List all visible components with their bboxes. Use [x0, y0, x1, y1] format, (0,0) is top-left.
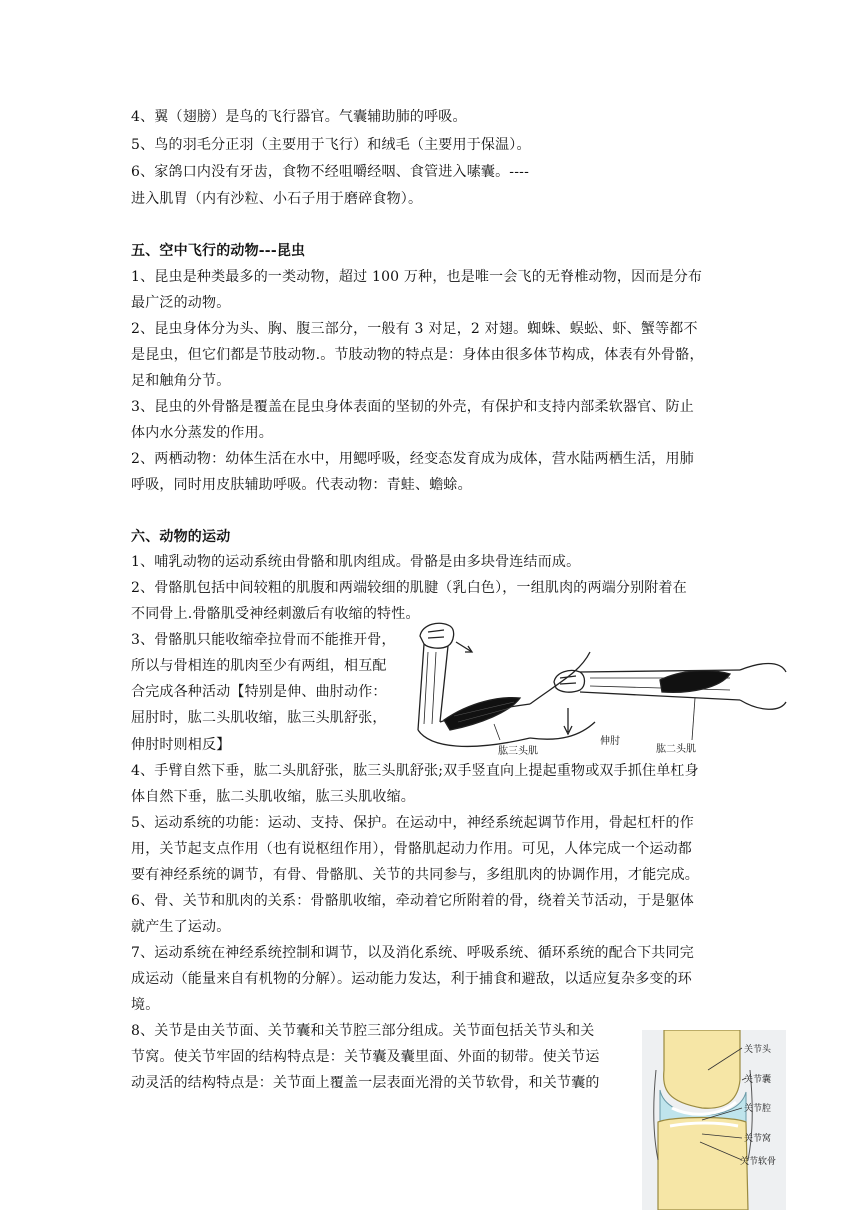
text-line: 8、关节是由关节面、关节囊和关节腔三部分组成。关节面包括关节头和关 — [131, 1023, 595, 1039]
text-line: 足和触角分节。 — [131, 373, 231, 389]
label-biceps: 肱二头肌 — [656, 744, 696, 755]
text-line: 进入肌胃（内有沙粒、小石子用于磨碎食物）。 — [131, 191, 423, 207]
label-extend: 伸肘 — [600, 736, 620, 747]
label-triceps: 肱三头肌 — [498, 746, 538, 757]
text-line: 3、昆虫的外骨骼是覆盖在昆虫身体表面的坚韧的外壳，有保护和支持内部柔软器官、防止 — [131, 399, 694, 415]
text-line: 1、哺乳动物的运动系统由骨骼和肌肉组成。骨骼是由多块骨连结而成。 — [131, 554, 581, 570]
joint-structure-figure — [642, 1030, 786, 1210]
label-joint-head: 关节头 — [744, 1045, 772, 1055]
text-line: 体自然下垂，肱二头肌收缩，肱三头肌收缩。 — [131, 789, 415, 805]
text-line: 4、翼（翅膀）是鸟的飞行器官。气囊辅助肺的呼吸。 — [131, 109, 467, 125]
text-line: 合完成各种活动【特别是伸、曲肘动作： — [131, 684, 387, 700]
text-line: 节窝。使关节牢固的结构特点是：关节囊及囊里面、外面的韧带。使关节运 — [131, 1049, 600, 1065]
text-line: 7、运动系统在神经系统控制和调节，以及消化系统、呼吸系统、循环系统的配合下共同完 — [131, 945, 694, 961]
text-line: 所以与骨相连的肌肉至少有两组，相互配 — [131, 658, 387, 674]
section-heading-insects: 五、空中飞行的动物---昆虫 — [131, 243, 306, 259]
label-joint-capsule: 关节囊 — [744, 1075, 772, 1085]
text-line: 2、昆虫身体分为头、胸、腹三部分，一般有 3 对足，2 对翅。蜘蛛、蜈蚣、虾、蟹等都不 — [131, 321, 698, 337]
label-joint-cartilage: 关节软骨 — [740, 1157, 777, 1167]
label-joint-cavity: 关节腔 — [744, 1104, 772, 1114]
text-line: 3、骨骼肌只能收缩牵拉骨而不能推开骨， — [131, 632, 396, 648]
text-line: 不同骨上.骨骼肌受神经刺激后有收缩的特性。 — [131, 606, 420, 622]
text-line: 成运动（能量来自有机物的分解）。运动能力发达，利于捕食和避敌，以适应复杂多变的环 — [131, 971, 692, 987]
text-line: 4、手臂自然下垂，肱二头肌舒张，肱三头肌舒张;双手竖直向上提起重物或双手抓住单杠身 — [131, 763, 699, 779]
text-line: 境。 — [131, 997, 160, 1013]
arm-muscle-figure — [410, 612, 790, 762]
text-line: 最广泛的动物。 — [131, 295, 231, 311]
text-line: 5、鸟的羽毛分正羽（主要用于飞行）和绒毛（主要用于保温）。 — [131, 137, 531, 153]
text-line: 动灵活的结构特点是：关节面上覆盖一层表面光滑的关节软骨，和关节囊的 — [131, 1075, 600, 1091]
text-line: 是昆虫，但它们都是节肢动物.。节肢动物的特点是：身体由很多体节构成，体表有外骨骼， — [131, 347, 704, 363]
section-heading-motion: 六、动物的运动 — [131, 529, 231, 545]
text-line: 屈肘时，肱二头肌收缩，肱三头肌舒张， — [131, 710, 387, 726]
text-line: 2、骨骼肌包括中间较粗的肌腹和两端较细的肌腱（乳白色），一组肌肉的两端分别附着在 — [131, 580, 687, 596]
text-line: 6、家鸽口内没有牙齿，食物不经咀嚼经咽、食管进入嗉囊。---- — [131, 164, 530, 180]
text-line: 要有神经系统的调节，有骨、骨骼肌、关节的共同参与，多组肌肉的协调作用，才能完成。 — [131, 867, 699, 883]
text-line: 1、昆虫是种类最多的一类动物，超过 100 万种，也是唯一会飞的无脊椎动物，因而是分布 — [131, 269, 703, 285]
text-line: 伸肘时则相反】 — [131, 737, 231, 753]
text-line: 5、运动系统的功能：运动、支持、保护。在运动中，神经系统起调节作用，骨起杠杆的作 — [131, 815, 694, 831]
text-line: 2、两栖动物：幼体生活在水中，用鳃呼吸，经变态发育成为成体，营水陆两栖生活，用肺 — [131, 451, 694, 467]
label-joint-socket: 关节窝 — [744, 1134, 772, 1144]
text-line: 6、骨、关节和肌肉的关系：骨骼肌收缩，牵动着它所附着的骨，绕着关节活动，于是躯体 — [131, 893, 694, 909]
text-line: 用，关节起支点作用（也有说枢纽作用），骨骼肌起动力作用。可见，人体完成一个运动都 — [131, 841, 692, 857]
text-line: 就产生了运动。 — [131, 919, 231, 935]
arm-extend-illustration — [554, 664, 786, 741]
text-line: 体内水分蒸发的作用。 — [131, 425, 273, 441]
text-line: 呼吸，同时用皮肤辅助呼吸。代表动物：青蛙、蟾蜍。 — [131, 477, 472, 493]
